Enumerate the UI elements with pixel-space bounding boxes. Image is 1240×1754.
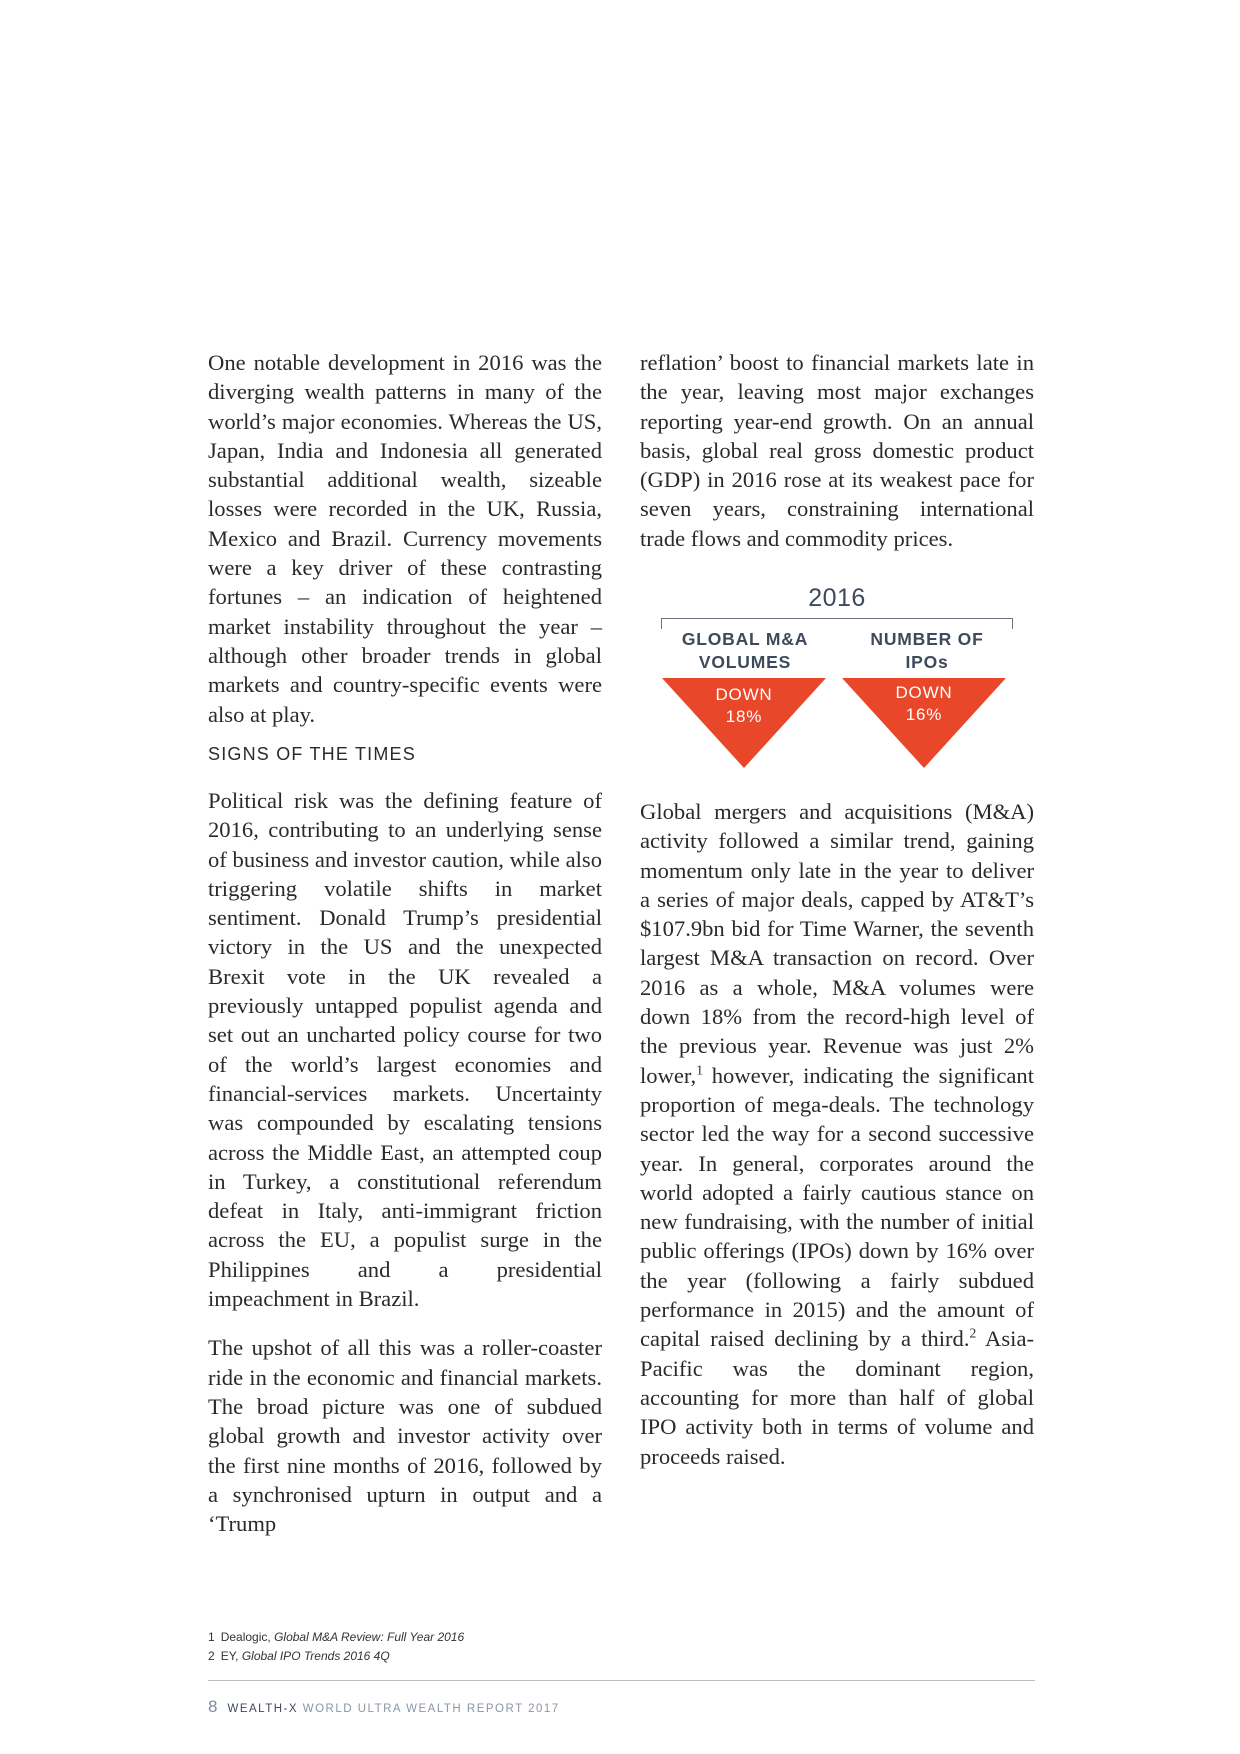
reflation-paragraph: reflation’ boost to financial markets late in the year, leaving most major exchanges reporting year-end growth. On an annual basis, global real gross domestic product (GDP) in 2016 rose at its weakest pace for seven years, constraining international trade flows and commodity prices. [640, 350, 1034, 551]
left-column-bottom [208, 786, 602, 1538]
upshot-paragraph: The upshot of all this was a roller-coaster ride in the economic and financial markets. The broad picture was one of subdued global growth and investor activity over the first nine months of 2016, followed by a synchronised upturn in output and a ‘Trump [208, 1335, 602, 1537]
right-column-bottom [640, 797, 1034, 1471]
ma-label-line1: GLOBAL M&A [681, 629, 809, 649]
ipos-value: 16% [905, 705, 943, 724]
footnote-ref-1: 1 [696, 1062, 703, 1078]
ipos-down-text [874, 682, 974, 726]
left-column-top [208, 348, 602, 729]
ipos-label [842, 628, 1012, 674]
footnote-ref-2: 2 [969, 1325, 977, 1341]
ma-value: 18% [725, 707, 763, 726]
page-footer [208, 1697, 560, 1717]
footer-report-title: WORLD ULTRA WEALTH REPORT 2017 [298, 1703, 560, 1715]
ma-volumes-label [660, 628, 830, 674]
intro-paragraph: One notable development in 2016 was the diverging wealth patterns in many of the world’s major economies. Whereas the US, Japan, India and Indonesia all generated substantial additional wealth, sizeable losses were recorded in the UK, Russia, Mexico and Brazil. Currency movements were a key driver of these contrasting fortunes – an indication of heightened market instability throughout the year – although other broader trends in global markets and country-specific events were also at play. [208, 350, 602, 727]
footnote-2-number: 2 [208, 1649, 215, 1663]
ipos-label-line2: IPOs [905, 652, 949, 672]
footnote-2-title: Global IPO Trends 2016 4Q [241, 1649, 390, 1663]
page-number: 8 [208, 1697, 218, 1716]
footnote-1 [208, 1628, 464, 1647]
footer-brand: WEALTH-X [227, 1703, 299, 1715]
right-column-top [640, 348, 1034, 553]
footnote-1-source: Dealogic, [220, 1630, 275, 1644]
ma-paragraph [640, 797, 1034, 1471]
ma-direction: DOWN [715, 685, 773, 704]
footnotes [208, 1628, 464, 1666]
section-heading: SIGNS OF THE TIMES [208, 744, 416, 764]
ma-paragraph-part1: Global mergers and acquisitions (M&A) activity followed a similar trend, gaining momentum only late in the year to deliver a series of major deals, capped by AT&T’s $107.9bn bid for Time Warner, the seventh largest M&A transaction on record. Over 2016 as a whole, M&A volumes were down 18% from the record-high level of the previous year. Revenue was just 2% lower, [640, 799, 1034, 1088]
infographic-year: 2016 [808, 584, 866, 612]
ma-paragraph-part2: however, indicating the significant proportion of mega-deals. The technology sector led the way for a second successive year. In general, corporates around the world adopted a fairly cautious stance on new fundraising, with the number of initial public offerings (IPOs) down by 16% over the year (following a fairly subdued performance in 2015) and the amount of capital raised declining by a third. [640, 1062, 1034, 1352]
footnote-2 [208, 1647, 464, 1666]
ma-down-text [694, 684, 794, 728]
ipos-label-line1: NUMBER OF [870, 629, 984, 649]
political-risk-paragraph: Political risk was the defining feature of 2016, contributing to an underlying sense of business and investor caution, while also triggering volatile shifts in market sentiment. Donald Trump’s presidential victory in the US and the unexpected Brexit vote in the UK revealed a previously untapped populist agenda and set out an uncharted policy course for two of the world’s largest economies and financial-services markets. Uncertainty was compounded by escalating tensions across the Middle East, an attempted coup in Turkey, a constitutional referendum defeat in Italy, anti-immigrant friction across the EU, a populist surge in the Philippines and a presidential impeachment in Brazil. [208, 788, 602, 1312]
footer-divider [208, 1680, 1035, 1681]
ipos-direction: DOWN [895, 683, 953, 702]
ma-paragraph-part3: Asia-Pacific was the dominant region, accounting for more than half of global IPO activity both in terms of volume and proceeds raised. [640, 1326, 1034, 1469]
stats-infographic [660, 584, 1014, 774]
footnote-2-source: EY, [220, 1649, 242, 1663]
ma-label-line2: VOLUMES [698, 652, 792, 672]
footnote-1-number: 1 [208, 1630, 215, 1644]
footnote-1-title: Global M&A Review: Full Year 2016 [274, 1630, 465, 1644]
